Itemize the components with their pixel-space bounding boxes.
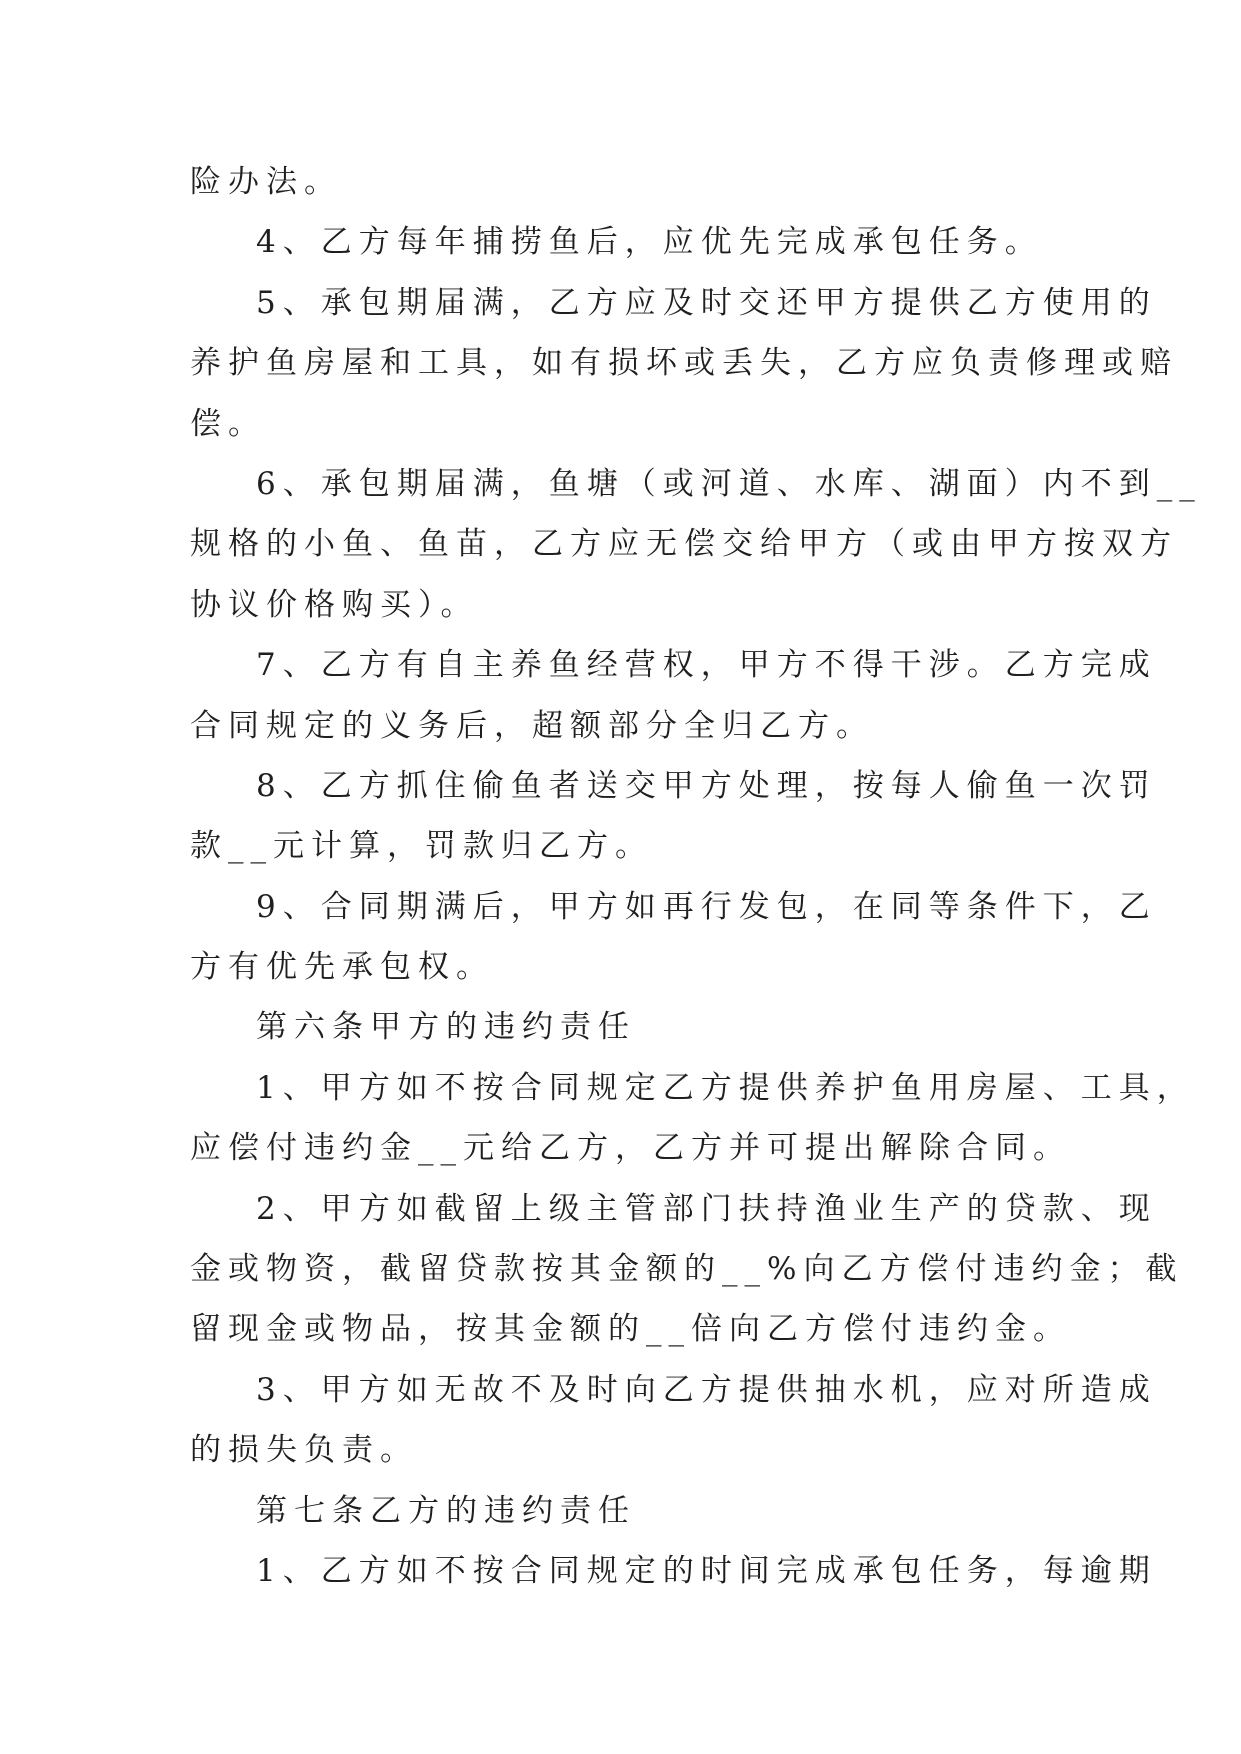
text-line: 款__元计算，罚款归乙方。 [190,828,653,865]
text-line: 第七条乙方的违约责任 [256,1492,636,1529]
text-line: 规格的小鱼、鱼苗，乙方应无偿交给甲方（或由甲方按双方 [190,526,1178,563]
text-line: 协议价格购买）。 [190,586,479,623]
text-line: 4、乙方每年捕捞鱼后，应优先完成承包任务。 [256,224,1043,261]
text-line: 合同规定的义务后，超额部分全归乙方。 [190,707,874,744]
text-line: 偿。 [190,405,266,442]
text-line: 8、乙方抓住偷鱼者送交甲方处理，按每人偷鱼一次罚 [256,767,1157,804]
text-line: 5、承包期届满，乙方应及时交还甲方提供乙方使用的 [256,284,1157,321]
text-line: 9、合同期满后，甲方如再行发包，在同等条件下，乙 [256,888,1157,925]
text-line: 的损失负责。 [190,1432,418,1469]
text-line: 第六条甲方的违约责任 [256,1009,636,1046]
text-line: 1、甲方如不按合同规定乙方提供养护鱼用房屋、工具， [256,1069,1195,1106]
text-line: 6、承包期届满，鱼塘（或河道、水库、湖面）内不到__ [256,465,1202,502]
text-line: 留现金或物品，按其金额的__倍向乙方偿付违约金。 [190,1311,1071,1348]
text-line: 金或物资，截留贷款按其金额的__%向乙方偿付违约金；截 [190,1251,1184,1288]
text-line: 应偿付违约金__元给乙方，乙方并可提出解除合同。 [190,1130,1071,1167]
text-line: 方有优先承包权。 [190,949,494,986]
text-line: 3、甲方如无故不及时向乙方提供抽水机，应对所造成 [256,1371,1157,1408]
text-line: 7、乙方有自主养鱼经营权，甲方不得干涉。乙方完成 [256,647,1157,684]
text-line: 险办法。 [190,164,342,200]
text-line: 2、甲方如截留上级主管部门扶持渔业生产的贷款、现 [256,1190,1157,1227]
document-body [190,152,1202,1601]
text-line: 1、乙方如不按合同规定的时间完成承包任务，每逾期 [256,1552,1157,1589]
text-line: 养护鱼房屋和工具，如有损坏或丢失，乙方应负责修理或赔 [190,345,1178,382]
